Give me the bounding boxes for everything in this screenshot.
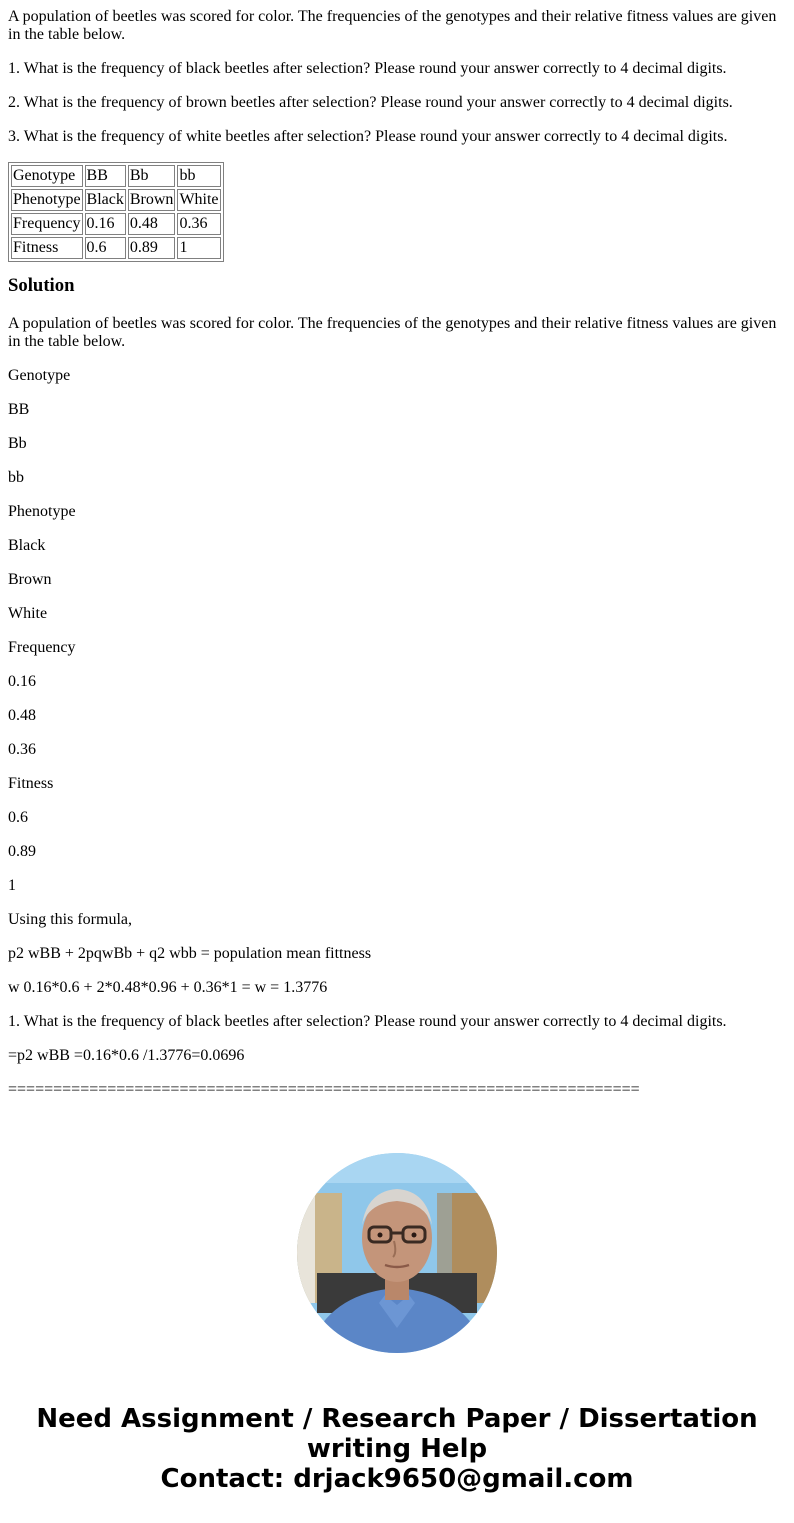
solution-line: 1 bbox=[8, 877, 16, 894]
solution-line: 0.16 bbox=[8, 673, 36, 690]
solution-line: Fitness bbox=[8, 775, 54, 792]
solution-line: BB bbox=[8, 401, 30, 418]
table-row bbox=[11, 237, 221, 259]
table-cell: 0.36 bbox=[177, 213, 220, 235]
table-cell: Black bbox=[85, 189, 126, 211]
genotype-table bbox=[8, 162, 224, 262]
question-3: 3. What is the frequency of white beetles after selection? Please round your answer correctly to 4 decimal digits. bbox=[8, 128, 728, 145]
solution-line: Frequency bbox=[8, 639, 76, 656]
solution-line: White bbox=[8, 605, 48, 622]
solution-line: Phenotype bbox=[8, 503, 76, 520]
banner-line: Need Assignment / Research Paper / Dissertation bbox=[36, 1404, 758, 1434]
table-cell: Phenotype bbox=[11, 189, 83, 211]
banner-line: writing Help bbox=[306, 1434, 488, 1464]
solution-line: 0.6 bbox=[8, 809, 28, 826]
formula-intro: Using this formula, bbox=[8, 911, 132, 928]
table-cell: 1 bbox=[177, 237, 220, 259]
solution-line: bb bbox=[8, 469, 24, 486]
answer-line: =p2 wBB =0.16*0.6 /1.3776=0.0696 bbox=[8, 1047, 245, 1064]
answer-question: 1. What is the frequency of black beetles after selection? Please round your answer correctly to 4 decimal digits. bbox=[8, 1013, 727, 1030]
table-cell: BB bbox=[85, 165, 126, 187]
solution-line: Black bbox=[8, 537, 46, 554]
solution-line: 0.36 bbox=[8, 741, 36, 758]
question-2: 2. What is the frequency of brown beetles after selection? Please round your answer correctly to 4 decimal digits. bbox=[8, 94, 733, 111]
calculation-line: w 0.16*0.6 + 2*0.48*0.96 + 0.36*1 = w = 1.3776 bbox=[8, 979, 328, 996]
table-cell: bb bbox=[177, 165, 220, 187]
contact-banner bbox=[0, 1404, 794, 1494]
solution-line: Brown bbox=[8, 571, 52, 588]
table-cell: Brown bbox=[128, 189, 176, 211]
table-cell: 0.89 bbox=[128, 237, 176, 259]
formula-line: p2 wBB + 2pqwBb + q2 wbb = population mean fittness bbox=[8, 945, 372, 962]
table-cell: Fitness bbox=[11, 237, 83, 259]
table-row bbox=[11, 213, 221, 235]
table-cell: White bbox=[177, 189, 220, 211]
separator-line: ====================================================================== bbox=[8, 1081, 640, 1098]
table-row bbox=[11, 189, 221, 211]
avatar-photo bbox=[297, 1153, 497, 1353]
solution-line: Bb bbox=[8, 435, 27, 452]
solution-line: Genotype bbox=[8, 367, 71, 384]
table-cell: 0.16 bbox=[85, 213, 126, 235]
table-cell: Bb bbox=[128, 165, 176, 187]
solution-line: 0.89 bbox=[8, 843, 36, 860]
question-1: 1. What is the frequency of black beetles after selection? Please round your answer correctly to 4 decimal digits. bbox=[8, 60, 727, 77]
table-cell: 0.6 bbox=[85, 237, 126, 259]
avatar bbox=[297, 1153, 497, 1353]
solution-intro: A population of beetles was scored for color. The frequencies of the genotypes and their relative fitness values are given in the table below. bbox=[8, 315, 777, 350]
solution-heading: Solution bbox=[8, 275, 75, 296]
table-cell: Genotype bbox=[11, 165, 83, 187]
table-row bbox=[11, 165, 221, 187]
contact-email: Contact: drjack9650@gmail.com bbox=[160, 1464, 634, 1494]
table-cell: Frequency bbox=[11, 213, 83, 235]
table-cell: 0.48 bbox=[128, 213, 176, 235]
question-intro: A population of beetles was scored for color. The frequencies of the genotypes and their relative fitness values are given in the table below. bbox=[8, 8, 777, 43]
solution-line: 0.48 bbox=[8, 707, 36, 724]
